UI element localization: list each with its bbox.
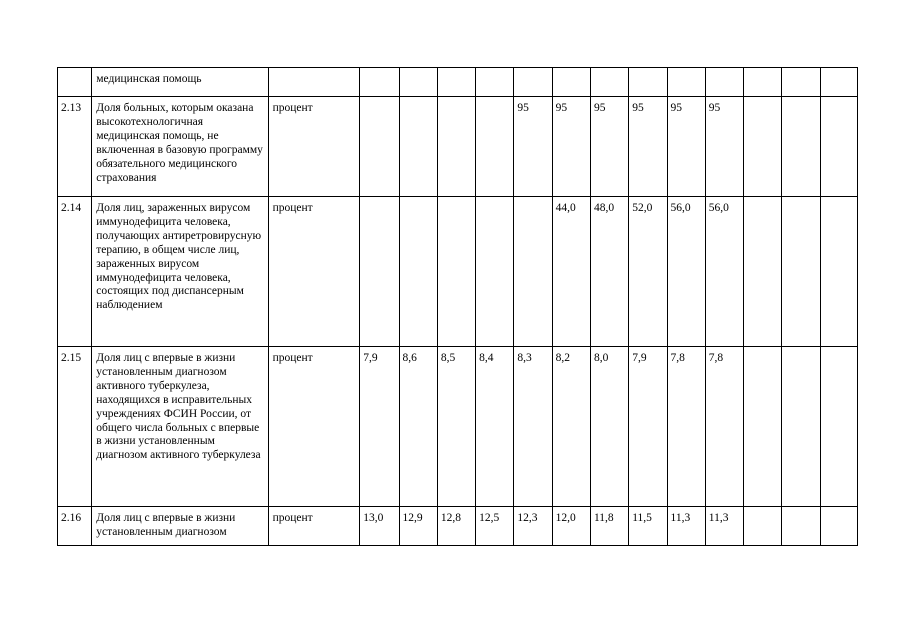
value-cell: 11,3 <box>705 507 743 546</box>
value-cell: 52,0 <box>629 197 667 347</box>
table-row <box>58 507 858 546</box>
value-cell <box>476 97 514 197</box>
value-cell: 11,8 <box>590 507 628 546</box>
value-cell: 12,3 <box>514 507 552 546</box>
value-cell <box>820 347 857 507</box>
value-cell <box>360 68 399 97</box>
value-cell: 11,5 <box>629 507 667 546</box>
indicator-description-cell: Доля лиц с впервые в жизни установленным диагнозом активного туберкулеза, находящихся в исправительных учреждениях ФСИН России, от общего числа больных с впервые в жизни установленным диагнозом активного туберкулеза <box>92 347 268 507</box>
indicator-description-cell: Доля лиц, зараженных вирусом иммунодефицита человека, получающих антиретровирусную терапию, в общем числе лиц, зараженных вирусом иммунодефицита человека, состоящих под диспансерным наблюдением <box>92 197 268 347</box>
value-cell: 95 <box>514 97 552 197</box>
value-cell <box>360 97 399 197</box>
value-cell: 12,0 <box>552 507 590 546</box>
value-cell <box>437 68 475 97</box>
value-cell <box>514 197 552 347</box>
table-row <box>58 68 858 97</box>
value-cell: 8,4 <box>476 347 514 507</box>
unit-cell: процент <box>268 507 360 546</box>
value-cell: 44,0 <box>552 197 590 347</box>
value-cell <box>399 197 437 347</box>
value-cell <box>744 97 782 197</box>
value-cell: 7,9 <box>360 347 399 507</box>
value-cell: 12,9 <box>399 507 437 546</box>
unit-cell <box>268 68 360 97</box>
value-cell <box>820 97 857 197</box>
row-number-cell: 2.14 <box>58 197 92 347</box>
value-cell: 95 <box>629 97 667 197</box>
table-row <box>58 347 858 507</box>
value-cell <box>360 197 399 347</box>
unit-cell: процент <box>268 197 360 347</box>
value-cell <box>820 507 857 546</box>
value-cell <box>552 68 590 97</box>
value-cell <box>705 68 743 97</box>
value-cell: 12,8 <box>437 507 475 546</box>
value-cell: 8,3 <box>514 347 552 507</box>
value-cell <box>782 197 820 347</box>
value-cell: 8,5 <box>437 347 475 507</box>
value-cell <box>820 197 857 347</box>
value-cell: 7,9 <box>629 347 667 507</box>
value-cell: 95 <box>667 97 705 197</box>
value-cell: 13,0 <box>360 507 399 546</box>
value-cell: 11,3 <box>667 507 705 546</box>
value-cell: 8,0 <box>590 347 628 507</box>
row-number-cell <box>58 68 92 97</box>
value-cell: 7,8 <box>705 347 743 507</box>
value-cell <box>476 197 514 347</box>
value-cell <box>476 68 514 97</box>
indicator-table <box>57 67 858 546</box>
indicator-description-cell: медицинская помощь <box>92 68 268 97</box>
value-cell <box>744 347 782 507</box>
value-cell: 95 <box>552 97 590 197</box>
value-cell <box>820 68 857 97</box>
value-cell: 8,6 <box>399 347 437 507</box>
value-cell <box>782 347 820 507</box>
indicator-description-cell: Доля больных, которым оказана высокотехнологичная медицинская помощь, не включенная в базовую программу обязательного медицинского страхования <box>92 97 268 197</box>
value-cell: 95 <box>705 97 743 197</box>
value-cell <box>667 68 705 97</box>
value-cell <box>782 97 820 197</box>
value-cell: 95 <box>590 97 628 197</box>
table-body <box>58 68 858 546</box>
value-cell <box>744 507 782 546</box>
value-cell: 7,8 <box>667 347 705 507</box>
value-cell <box>744 197 782 347</box>
value-cell: 12,5 <box>476 507 514 546</box>
table-row <box>58 97 858 197</box>
value-cell <box>437 97 475 197</box>
value-cell <box>399 68 437 97</box>
table-row <box>58 197 858 347</box>
value-cell <box>399 97 437 197</box>
value-cell <box>514 68 552 97</box>
value-cell <box>782 507 820 546</box>
value-cell <box>744 68 782 97</box>
value-cell: 8,2 <box>552 347 590 507</box>
row-number-cell: 2.16 <box>58 507 92 546</box>
unit-cell: процент <box>268 97 360 197</box>
row-number-cell: 2.13 <box>58 97 92 197</box>
value-cell: 56,0 <box>667 197 705 347</box>
indicator-description-cell: Доля лиц с впервые в жизни установленным диагнозом <box>92 507 268 546</box>
value-cell <box>629 68 667 97</box>
unit-cell: процент <box>268 347 360 507</box>
value-cell: 48,0 <box>590 197 628 347</box>
value-cell <box>590 68 628 97</box>
value-cell <box>782 68 820 97</box>
value-cell <box>437 197 475 347</box>
value-cell: 56,0 <box>705 197 743 347</box>
row-number-cell: 2.15 <box>58 347 92 507</box>
